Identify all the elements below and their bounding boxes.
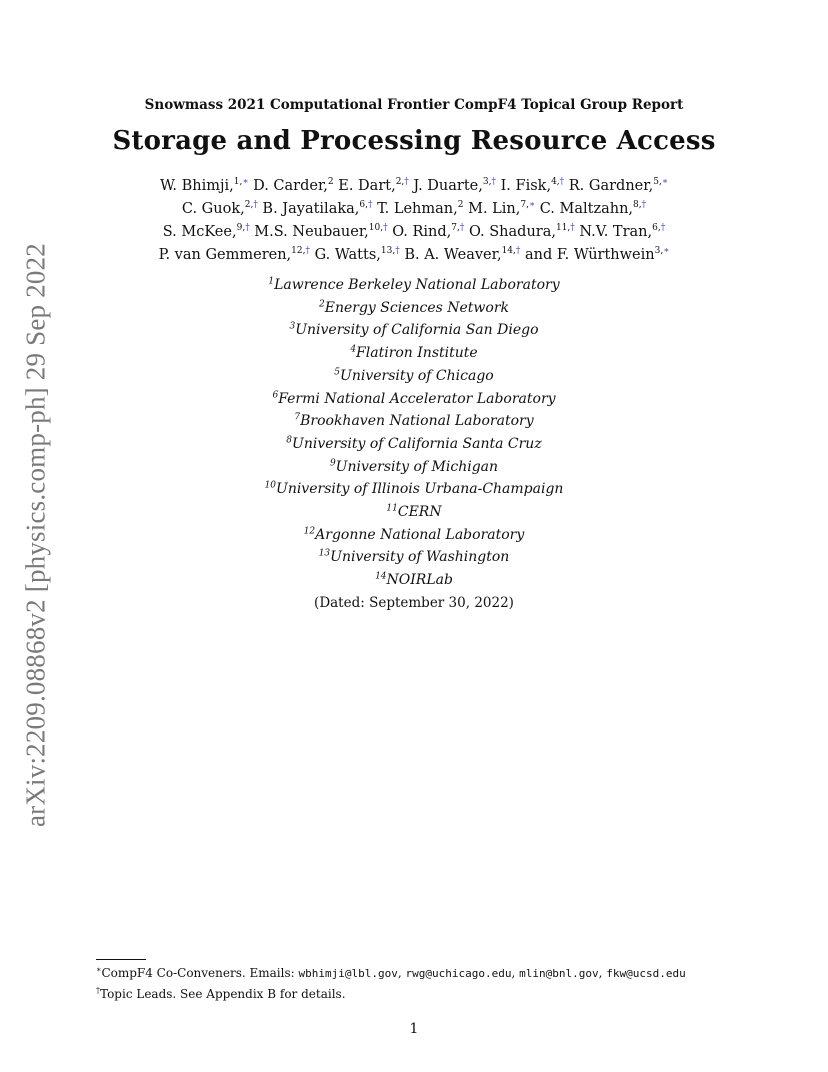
footnote-rule	[96, 959, 146, 960]
author: M. Lin,$^{7,∗}$	[468, 200, 536, 217]
arxiv-stamp: arXiv:2209.08868v2 [physics.comp-ph] 29 Sep 2022	[20, 242, 51, 828]
affiliation: $^{11}$CERN	[386, 503, 442, 521]
author: P. van Gemmeren,$^{12,\dagger}$	[158, 246, 310, 263]
author-list	[0, 175, 828, 267]
affiliation: $^{14}$NOIRLab	[375, 571, 453, 589]
author: E. Dart,$^{2,\dagger}$	[338, 177, 409, 194]
author-line-1	[0, 175, 828, 198]
affiliation: $^1$Lawrence Berkeley National Laboratory	[268, 276, 560, 293]
author-line-4	[0, 244, 828, 267]
footnote-conveners: ∗CompF4 Co-Conveners. Emails: wbhimji@lbl.gov, rwg@uchicago.edu, mlin@bnl.gov, fkw@ucsd.edu	[96, 965, 686, 980]
author: G. Watts,$^{13,\dagger}$	[314, 246, 400, 263]
email-link[interactable]: mlin@bnl.gov	[519, 967, 599, 980]
paper-title: Storage and Processing Resource Access	[112, 126, 716, 156]
affiliation: $^7$Brookhaven National Laboratory	[294, 412, 534, 430]
author: O. Shadura,$^{11,\dagger}$	[468, 223, 575, 240]
author: M.S. Neubauer,$^{10,\dagger}$	[254, 223, 388, 240]
affiliation: $^5$University of Chicago	[334, 367, 494, 384]
author: and F. Würthwein$^{3,∗}$	[525, 246, 670, 263]
email-link[interactable]: wbhimji@lbl.gov	[298, 967, 398, 980]
author: B. A. Weaver,$^{14,\dagger}$	[404, 246, 521, 263]
author: J. Duarte,$^{3,\dagger}$	[413, 177, 496, 194]
author: S. McKee,$^{9,\dagger}$	[162, 223, 250, 240]
affiliation: $^2$Energy Sciences Network	[319, 299, 509, 316]
report-header: Snowmass 2021 Computational Frontier CompF4 Topical Group Report	[144, 97, 684, 113]
author: C. Guok,$^{2,\dagger}$	[181, 200, 258, 217]
affiliation: $^6$Fermi National Accelerator Laboratory	[272, 389, 556, 407]
author: T. Lehman,$^2$	[377, 200, 464, 217]
author-line-2	[0, 198, 828, 221]
affiliation-list	[0, 274, 828, 592]
email-link[interactable]: fkw@ucsd.edu	[606, 967, 686, 980]
author-line-3	[0, 221, 828, 244]
author: I. Fisk,$^{4,\dagger}$	[500, 177, 565, 194]
affiliation: $^9$University of Michigan	[329, 457, 499, 475]
email-link[interactable]: rwg@uchicago.edu	[405, 967, 512, 980]
affiliation: $^{13}$University of Washington	[318, 548, 510, 566]
author: W. Bhimji,$^{1,∗}$	[160, 177, 249, 194]
dated-line: (Dated: September 30, 2022)	[314, 595, 514, 611]
author: C. Maltzahn,$^{8,\dagger}$	[539, 200, 647, 217]
page-number: 1	[409, 1021, 419, 1037]
footnote-topic-leads: †Topic Leads. See Appendix B for details.	[96, 986, 346, 1001]
affiliation: $^{10}$University of Illinois Urbana-Champaign	[264, 480, 564, 498]
author: N.V. Tran,$^{6,\dagger}$	[579, 223, 666, 240]
author: O. Rind,$^{7,\dagger}$	[392, 223, 465, 240]
footnotes	[96, 963, 686, 1004]
author: R. Gardner,$^{5,∗}$	[568, 177, 668, 194]
affiliation: $^3$University of California San Diego	[289, 321, 539, 339]
author: B. Jayatilaka,$^{6,\dagger}$	[262, 200, 373, 217]
affiliation: $^8$University of California Santa Cruz	[286, 435, 542, 452]
affiliation: $^{12}$Argonne National Laboratory	[303, 526, 525, 543]
author: D. Carder,$^2$	[253, 177, 334, 194]
affiliation: $^4$Flatiron Institute	[350, 344, 478, 362]
